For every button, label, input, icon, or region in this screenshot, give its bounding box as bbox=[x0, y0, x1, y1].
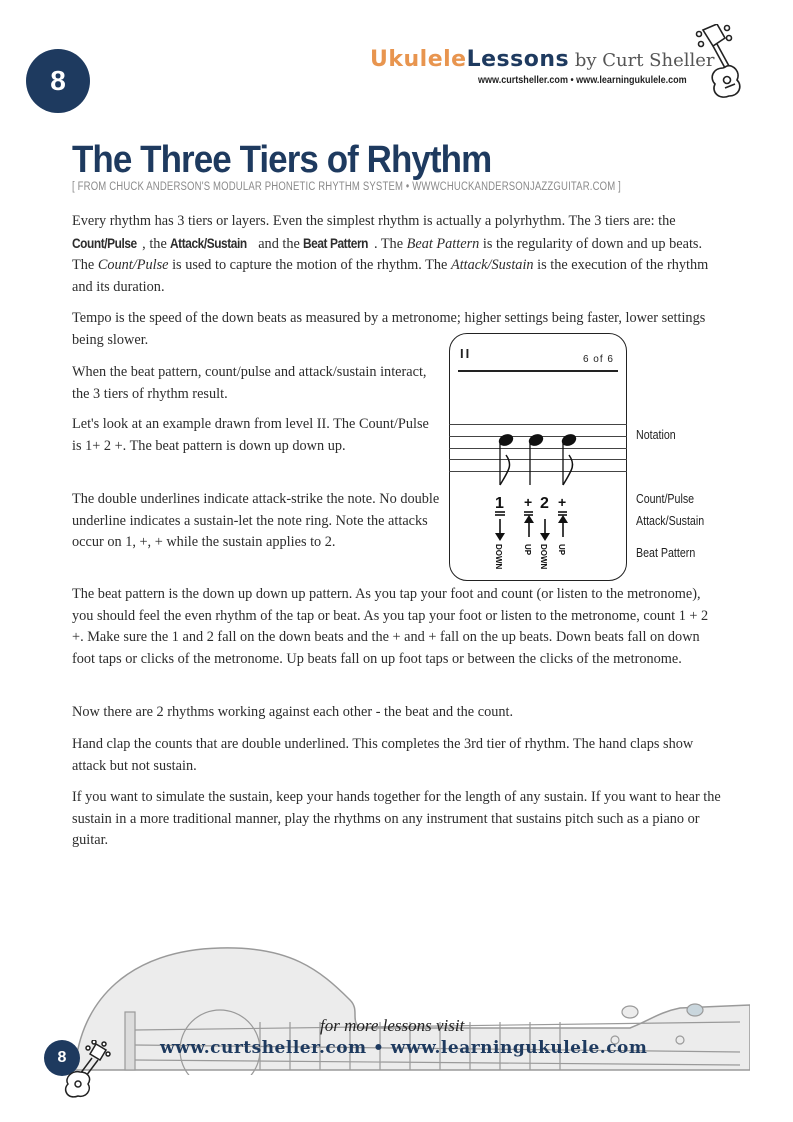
paragraph-interaction: When the beat pattern, count/pulse and attack/sustain interact, the 3 tiers of rhythm result. bbox=[72, 364, 427, 402]
ukulele-icon bbox=[683, 24, 743, 99]
paragraph-two-rhythms: Now there are 2 rhythms working against each other - the beat and the count. bbox=[72, 704, 514, 720]
brand-ukulele: Ukulele bbox=[370, 47, 467, 72]
paragraph-example: Let's look at an example drawn from level II. The Count/Pulse is 1+ 2 +. The beat pattern is down up down up. bbox=[72, 416, 429, 454]
page-title: The Three Tiers of Rhythm bbox=[72, 139, 492, 181]
brand-author: by Curt Sheller bbox=[569, 50, 715, 71]
paragraph-sustain: If you want to simulate the sustain, keep your hands together for the length of any sustain. If you want to hear the sustain in a more traditional manner, play the rhythms on any instrument that sustains pitch such as a piano or guitar. bbox=[72, 789, 721, 848]
beat-up: UP bbox=[557, 544, 566, 556]
page-subtitle: [ FROM CHUCK ANDERSON'S MODULAR PHONETIC RHYTHM SYSTEM • WWWCHUCKANDERSONJAZZGUITAR.COM ] bbox=[72, 181, 621, 193]
brand-lessons: Lessons bbox=[466, 47, 570, 72]
footer-page-number: 8 bbox=[57, 1049, 67, 1066]
beat-down: DOWN bbox=[494, 544, 503, 570]
paragraph-beat-pattern: The beat pattern is the down up down up pattern. As you tap your foot and count (or listen to the metronome), you should feel the even rhythm of the tap or beat. As you tap your foot or listen to the metronome, count 1 + 2 +. Make sure the 1 and 2 fall on the down beats and the + and + fall on the up beats. Down beats fall on down foot taps or clicks of the metronome. Up beats fall on up foot taps or between the clicks of the metronome. bbox=[72, 586, 709, 667]
card-divider bbox=[458, 370, 618, 372]
card-page-count: 6 of 6 bbox=[582, 354, 614, 365]
text: . The bbox=[373, 235, 407, 252]
card-level: II bbox=[460, 346, 472, 361]
page-number: 8 bbox=[50, 65, 66, 96]
paragraph-hand-clap: Hand clap the counts that are double underlined. This completes the 3rd tier of rhythm. The hand claps show attack but not sustain. bbox=[72, 736, 694, 774]
count-1: 1 bbox=[495, 495, 504, 512]
brand-header bbox=[370, 46, 715, 86]
paragraph-underlines: The double underlines indicate attack-strike the note. No double underline indicates a sustain-let the note ring. Note the attacks occur on 1, +, + while the sustain applies to 2. bbox=[72, 491, 440, 550]
term-beat-pattern: Beat Pattern bbox=[303, 234, 369, 251]
text: , the bbox=[142, 235, 171, 252]
emphasis: Count/Pulse bbox=[97, 257, 169, 273]
text: is used to capture the motion of the rhythm. The bbox=[168, 257, 451, 273]
label-count-pulse: Count/Pulse bbox=[636, 491, 695, 506]
footer-ukulele-icon bbox=[58, 1040, 116, 1100]
term-attack-sustain: Attack/Sustain bbox=[170, 234, 248, 251]
count-2: 2 bbox=[540, 495, 549, 512]
emphasis: Beat Pattern bbox=[406, 235, 480, 252]
text: Every rhythm has 3 tiers or layers. Even the simplest rhythm is actually a polyrhythm. The 3 tiers are: the bbox=[72, 213, 676, 229]
text: is the execution of the rhythm and its duration. bbox=[72, 257, 709, 295]
label-beat-pattern: Beat Pattern bbox=[636, 545, 696, 560]
label-attack-sustain: Attack/Sustain bbox=[636, 513, 705, 528]
count-and: + bbox=[558, 494, 567, 510]
text: is the regularity of down and up beats. The bbox=[72, 235, 703, 273]
beat-up: UP bbox=[523, 544, 532, 556]
emphasis: Attack/Sustain bbox=[450, 257, 534, 273]
paragraph-tempo: Tempo is the speed of the down beats as measured by a metronome; higher settings being faster, lower settings being slower. bbox=[72, 310, 706, 348]
label-notation: Notation bbox=[636, 427, 676, 442]
text: and the bbox=[254, 235, 304, 252]
rhythm-notation bbox=[449, 425, 627, 575]
footer-urls[interactable]: www.curtsheller.com • www.learningukulele.com bbox=[160, 1038, 648, 1058]
page-number-badge bbox=[26, 49, 90, 113]
beat-down: DOWN bbox=[539, 544, 548, 570]
brand-logo bbox=[370, 46, 715, 74]
footer-visit-text: for more lessons visit bbox=[320, 1016, 465, 1035]
brand-urls: www.curtsheller.com • www.learningukulele.com bbox=[478, 74, 687, 86]
paragraph-intro bbox=[72, 211, 722, 298]
count-and: + bbox=[524, 494, 533, 510]
term-count-pulse: Count/Pulse bbox=[72, 234, 137, 251]
